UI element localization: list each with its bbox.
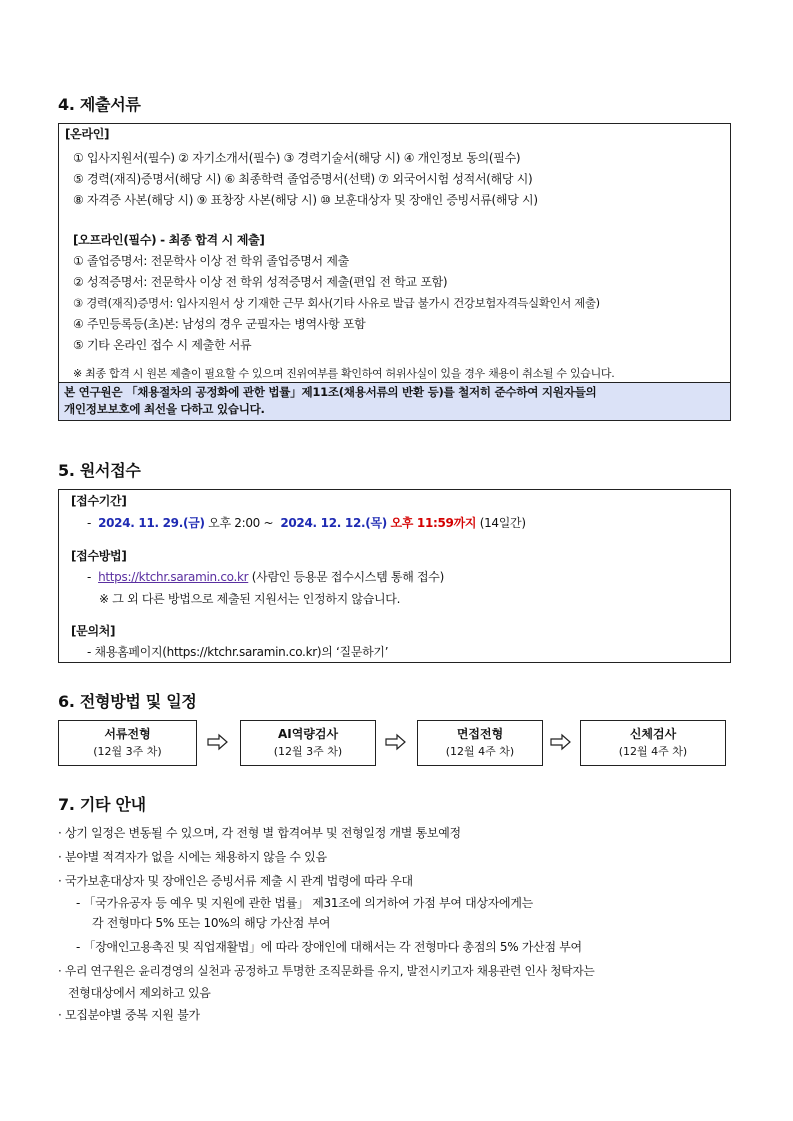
- etc-line-1: · 상기 일정은 변동될 수 있으며, 각 전형 별 합격여부 및 전형일정 개별 통보예정: [58, 826, 461, 840]
- method-desc: (사람인 등용문 접수시스템 통해 접수): [251, 570, 444, 584]
- arrow-right-icon: [207, 732, 229, 752]
- method-note: ※ 그 외 다른 방법으로 제출된 지원서는 인정하지 않습니다.: [99, 592, 401, 606]
- step-sub: (12월 3주 차): [93, 745, 162, 758]
- section-4-title: 4. 제출서류: [58, 95, 141, 114]
- period-end-time: 오후 11:59까지: [390, 516, 477, 530]
- arrow-right-icon: [550, 732, 572, 752]
- period-end-date: 2024. 12. 12.(목): [280, 516, 387, 530]
- step-document: [58, 720, 197, 766]
- period-days: (14일간): [479, 516, 526, 530]
- etc-line-3: · 국가보훈대상자 및 장애인은 증빙서류 제출 시 관계 법령에 따라 우대: [58, 874, 413, 888]
- inquiry-label: [문의처]: [71, 624, 116, 638]
- original-doc-note: ※ 최종 합격 시 원본 제출이 필요할 수 있으며 진위여부를 확인하여 허위사실이 있을 경우 채용이 취소될 수 있습니다.: [73, 367, 615, 380]
- step-sub: (12월 4주 차): [445, 745, 515, 758]
- arrow-right-icon: [385, 732, 407, 752]
- step-medical: [580, 720, 726, 766]
- etc-line-6: - 「장애인고용촉진 및 직업재활법」에 따라 장애인에 대해서는 각 전형마다 총점의 5% 가산점 부여: [76, 940, 582, 954]
- section-5-title: 5. 원서접수: [58, 461, 141, 480]
- offline-label: [오프라인(필수) - 최종 합격 시 제출]: [73, 233, 265, 247]
- etc-line-8: 전형대상에서 제외하고 있음: [68, 986, 211, 1000]
- online-label: [온라인]: [65, 127, 110, 141]
- step-sub: (12월 3주 차): [273, 745, 343, 758]
- period-label: [접수기간]: [71, 494, 127, 508]
- offline-row-3: ③ 경력(재직)증명서: 입사지원서 상 기재한 근무 회사(기타 사유로 발급 불가시 건강보험자격득실확인서 제출): [73, 296, 600, 310]
- offline-row-5: ⑤ 기타 온라인 접수 시 제출한 서류: [73, 338, 252, 352]
- period-start-time: 오후 2:00 ~: [208, 516, 274, 530]
- etc-line-9: · 모집분야별 중복 지원 불가: [58, 1008, 200, 1022]
- offline-row-1: ① 졸업증명서: 전문학사 이상 전 학위 졸업증명서 제출: [73, 254, 349, 268]
- submission-docs-box: [58, 123, 731, 421]
- offline-row-4: ④ 주민등록등(초)본: 남성의 경우 군필자는 병역사항 포함: [73, 317, 366, 331]
- offline-row-2: ② 성적증명서: 전문학사 이상 전 학위 성적증명서 제출(편입 전 학교 포함): [73, 275, 448, 289]
- section-6-title: 6. 전형방법 및 일정: [58, 692, 197, 711]
- step-title: AI역량검사: [277, 727, 339, 741]
- step-ai: [240, 720, 376, 766]
- privacy-notice-line-2: 개인정보보호에 최선을 다하고 있습니다.: [64, 402, 265, 416]
- section-7-title: 7. 기타 안내: [58, 795, 146, 814]
- etc-line-2: · 분야별 적격자가 없을 시에는 채용하지 않을 수 있음: [58, 850, 327, 864]
- step-sub: (12월 4주 차): [618, 745, 688, 758]
- step-title: 서류전형: [104, 727, 151, 741]
- online-row-1: ① 입사지원서(필수) ② 자기소개서(필수) ③ 경력기술서(해당 시) ④ 개인정보 동의(필수): [73, 151, 521, 165]
- step-interview: [417, 720, 543, 766]
- saramin-link[interactable]: https://ktchr.saramin.co.kr: [98, 570, 249, 584]
- period-line: [87, 515, 526, 531]
- online-row-3: ⑧ 자격증 사본(해당 시) ⑨ 표창장 사본(해당 시) ⑩ 보훈대상자 및 장애인 증빙서류(해당 시): [73, 193, 538, 207]
- period-dash: -: [87, 516, 92, 530]
- step-title: 신체검사: [629, 727, 677, 741]
- privacy-notice: [59, 382, 730, 420]
- etc-line-7: · 우리 연구원은 윤리경영의 실천과 공정하고 투명한 조직문화를 유지, 발전시키고자 채용관련 인사 청탁자는: [58, 964, 595, 978]
- step-title: 면접전형: [456, 727, 504, 741]
- etc-line-4: - 「국가유공자 등 예우 및 지원에 관한 법률」 제31조에 의거하여 가점 부여 대상자에게는: [76, 896, 533, 910]
- method-label: [접수방법]: [71, 549, 127, 563]
- application-box: [58, 489, 731, 663]
- method-dash: -: [87, 570, 92, 584]
- period-start-date: 2024. 11. 29.(금): [98, 516, 205, 530]
- method-line: [87, 569, 444, 585]
- privacy-notice-line-1: 본 연구원은 「채용절차의 공정화에 관한 법률」제11조(채용서류의 반환 등)를 철저히 준수하여 지원자들의: [64, 385, 597, 399]
- online-row-2: ⑤ 경력(재직)증명서(해당 시) ⑥ 최종학력 졸업증명서(선택) ⑦ 외국어시험 성적서(해당 시): [73, 172, 533, 186]
- etc-line-5: 각 전형마다 5% 또는 10%의 해당 가산점 부여: [92, 916, 331, 930]
- inquiry-text: - 채용홈페이지(https://ktchr.saramin.co.kr)의 ‘질문하기’: [87, 645, 389, 659]
